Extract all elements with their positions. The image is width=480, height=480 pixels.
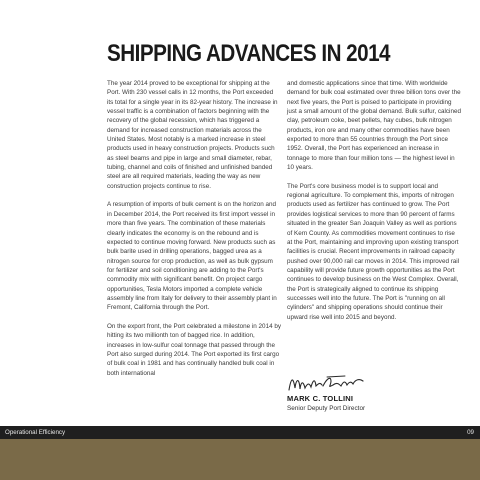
signature-name: MARK C. TOLLINI (287, 394, 354, 403)
paragraph: A resumption of imports of bulk cement is on the horizon and in December 2014, the Port received its first import vessel in more than five years. The combination of these materials clearly indicates the economy is on the rebound and is expected to continue moving forward. New products such as bulk barite used in drilling operations, bagged urea as a nitrogen source for crop production, as well as bulk gypsum for fertilizer and soil conditioning are adding to the Port's commodity mix with significant benefit. On project cargo opportunities, Tesla Motors imported a complete vehicle assembly line from Italy for delivery to their assembly plant in Fremont, California through the Port. (107, 201, 277, 312)
signature-image (287, 372, 367, 394)
paragraph: The Port's core business model is to support local and regional agriculture. To complement this, imports of nitrogen products used as fertilizer has continued to grow. The Port provides logistical services to more than 90 percent of farms situated in the greater San Joaquin Valley as well as portions of Kern County. As commodities movement continues to rise at the Port, maintaining and improving upon existing transport facilities is crucial. Recent improvements in railroad capacity pushed over 90,000 rail car moves in 2014. This improved rail capability will provide future growth opportunities as the Port continues to develop business on the West Complex. Overall, the Port is strategically aligned to continue its shipping successes well into the future. The Port is "running on all cylinders" and shipping operations should continue their upward rise well into 2015 and beyond. (287, 182, 460, 321)
left-column (107, 79, 281, 387)
page-number: 09 (467, 429, 474, 436)
paragraph: On the export front, the Port celebrated a milestone in 2014 by hitting its two millionth ton of bagged rice. In addition, increases in low-sulfur coal tonnage that passed through the Port also surged during 2014. The Port exported its first cargo of bulk coal in 1981 and has continually handled bulk coal in both international (107, 322, 281, 377)
paragraph: and domestic applications since that time. With worldwide demand for bulk coal estimated over three billion tons over the next five years, the Port is poised to participate in providing just a small amount of the global demand. Bulk sulfur, calcined clay, petroleum coke, beet pellets, hay cubes, bulk nitrogen products, iron ore and many other commodities have been exported to more than 55 countries through the Port since 1952. Overall, the Port has experienced an increase in tonnage to more than four million tons — the highest level in 10 years. (287, 80, 461, 172)
right-column (287, 79, 461, 331)
footer-bar (0, 426, 480, 439)
paragraph: The year 2014 proved to be exceptional for shipping at the Port. With 230 vessel calls in 12 months, the Port exceeded its total for a single year in its 82-year history. The increase in vessel traffic is a combination of factors beginning with the recovery of the global recession, which has triggered a demand for increased construction materials across the United States. Most notably is a marked increase in steel products used in heavy construction projects. Products such as steel beams and pipe in large and small diameter, rebar, tubing, channel and coils of finished and unfinished banded steel are all required materials, leading the way as new construction projects continue to rise. (107, 80, 278, 190)
footer-section-label: Operational Efficiency (5, 429, 66, 436)
page-title: SHIPPING ADVANCES IN 2014 (107, 40, 391, 67)
bottom-band (0, 439, 480, 480)
signature-title: Senior Deputy Port Director (287, 405, 366, 412)
